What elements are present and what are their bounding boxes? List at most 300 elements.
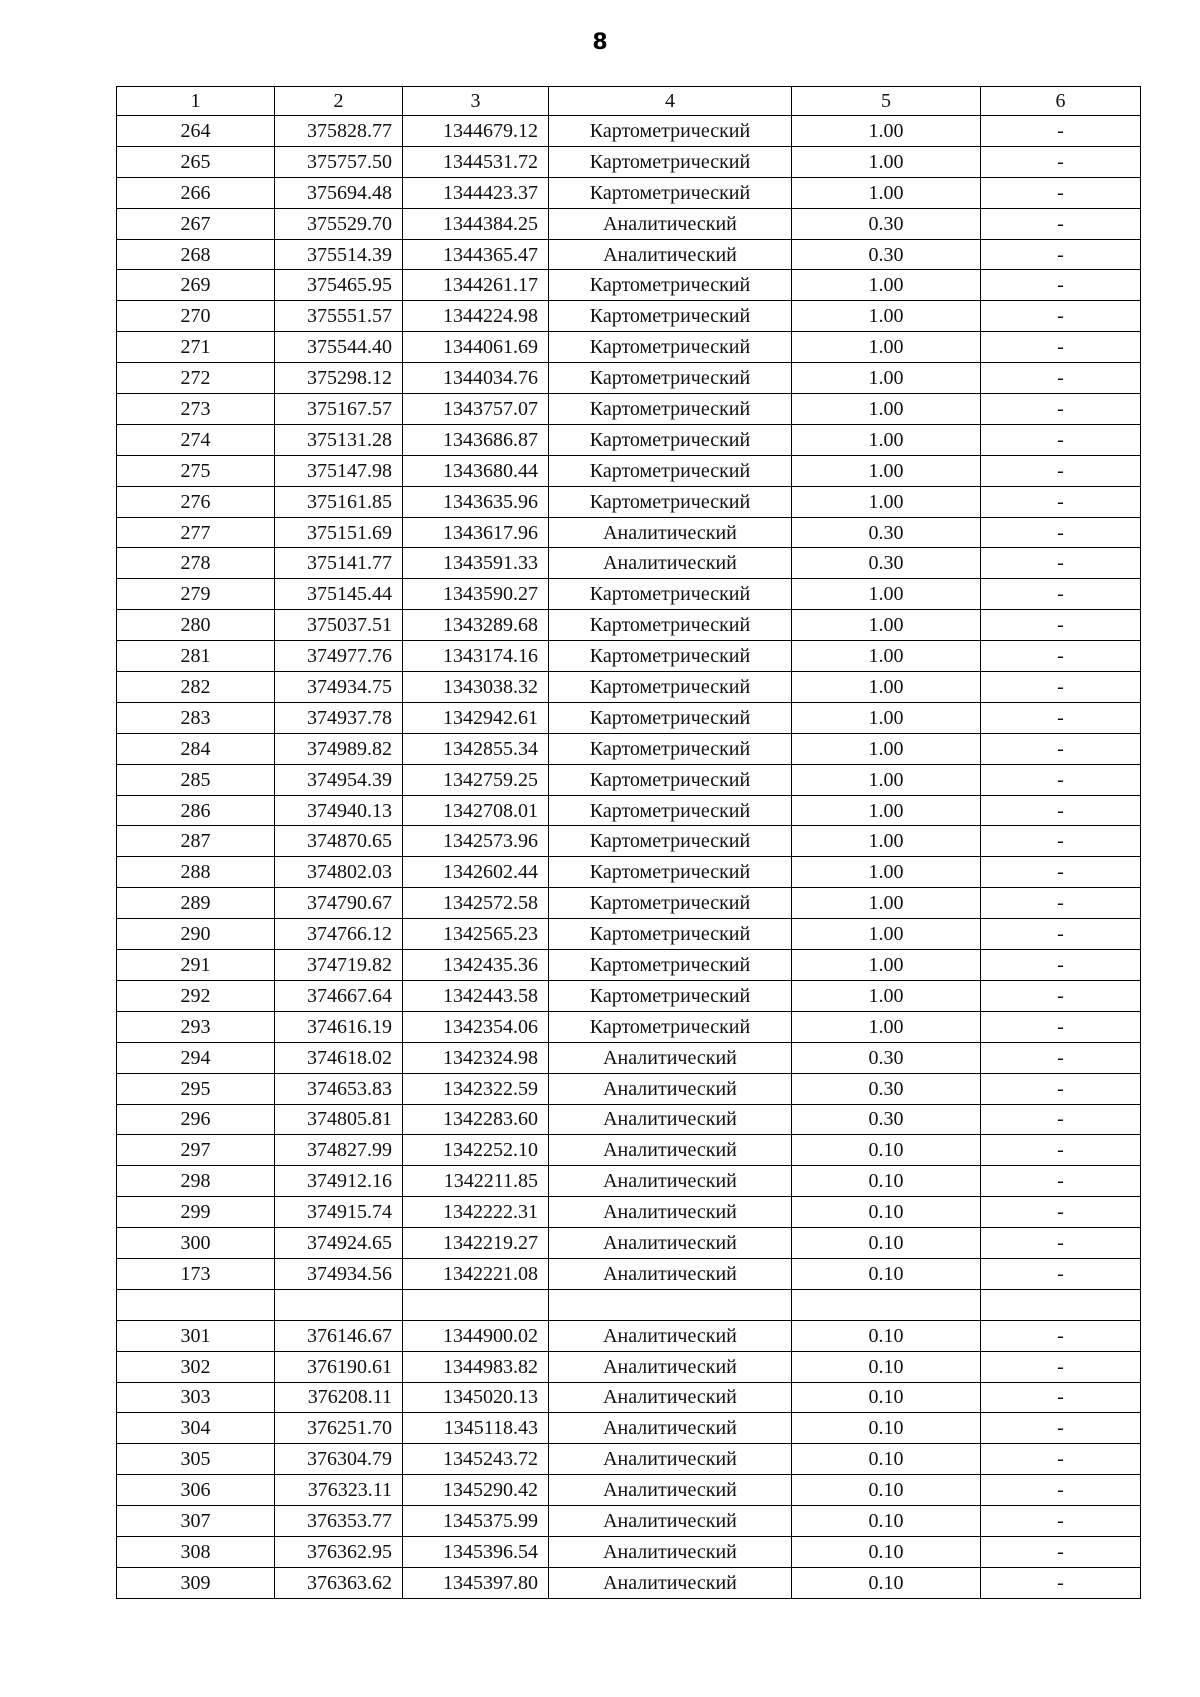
table-row bbox=[117, 764, 1141, 795]
x-coordinate-cell: 374989.82 bbox=[275, 733, 403, 764]
point-number-cell: 270 bbox=[117, 301, 275, 332]
accuracy-cell: 0.10 bbox=[792, 1567, 981, 1598]
accuracy-cell: 0.10 bbox=[792, 1258, 981, 1289]
accuracy-cell: 1.00 bbox=[792, 1011, 981, 1042]
note-cell: - bbox=[981, 672, 1141, 703]
table-row bbox=[117, 826, 1141, 857]
method-cell: Картометрический bbox=[549, 486, 792, 517]
x-coordinate-cell: 374924.65 bbox=[275, 1228, 403, 1259]
coordinates-table bbox=[116, 86, 1141, 1599]
y-coordinate-cell: 1342708.01 bbox=[403, 795, 549, 826]
y-coordinate-cell: 1342221.08 bbox=[403, 1258, 549, 1289]
point-number-cell: 300 bbox=[117, 1228, 275, 1259]
y-coordinate-cell: 1345020.13 bbox=[403, 1382, 549, 1413]
note-cell: - bbox=[981, 517, 1141, 548]
note-cell: - bbox=[981, 1073, 1141, 1104]
note-cell: - bbox=[981, 1011, 1141, 1042]
accuracy-cell: 1.00 bbox=[792, 980, 981, 1011]
accuracy-cell: 1.00 bbox=[792, 579, 981, 610]
note-cell: - bbox=[981, 1567, 1141, 1598]
y-coordinate-cell: 1343757.07 bbox=[403, 394, 549, 425]
x-coordinate-cell: 376190.61 bbox=[275, 1351, 403, 1382]
y-coordinate-cell: 1342565.23 bbox=[403, 919, 549, 950]
x-coordinate-cell: 375465.95 bbox=[275, 270, 403, 301]
method-cell: Аналитический bbox=[549, 1197, 792, 1228]
x-coordinate-cell: 376323.11 bbox=[275, 1475, 403, 1506]
accuracy-cell: 0.10 bbox=[792, 1413, 981, 1444]
method-cell: Аналитический bbox=[549, 1228, 792, 1259]
x-coordinate-cell: 376304.79 bbox=[275, 1444, 403, 1475]
table-row bbox=[117, 1351, 1141, 1382]
point-number-cell: 293 bbox=[117, 1011, 275, 1042]
method-cell: Картометрический bbox=[549, 177, 792, 208]
x-coordinate-cell: 375147.98 bbox=[275, 455, 403, 486]
table-row bbox=[117, 980, 1141, 1011]
note-cell: - bbox=[981, 1166, 1141, 1197]
y-coordinate-cell: 1343174.16 bbox=[403, 641, 549, 672]
page-number: 8 bbox=[592, 30, 608, 55]
point-number-cell: 274 bbox=[117, 424, 275, 455]
table-row bbox=[117, 146, 1141, 177]
table-row bbox=[117, 332, 1141, 363]
accuracy-cell: 1.00 bbox=[792, 332, 981, 363]
table-row bbox=[117, 795, 1141, 826]
y-coordinate-cell: 1343038.32 bbox=[403, 672, 549, 703]
point-number-cell: 291 bbox=[117, 950, 275, 981]
point-number-cell: 282 bbox=[117, 672, 275, 703]
point-number-cell: 301 bbox=[117, 1320, 275, 1351]
note-cell: - bbox=[981, 270, 1141, 301]
table-row bbox=[117, 1042, 1141, 1073]
method-cell: Аналитический bbox=[549, 1166, 792, 1197]
method-cell: Картометрический bbox=[549, 579, 792, 610]
table-row bbox=[117, 672, 1141, 703]
note-cell: - bbox=[981, 795, 1141, 826]
y-coordinate-cell: 1344384.25 bbox=[403, 208, 549, 239]
note-cell: - bbox=[981, 826, 1141, 857]
y-coordinate-cell: 1345243.72 bbox=[403, 1444, 549, 1475]
x-coordinate-cell bbox=[275, 1289, 403, 1320]
table-row bbox=[117, 486, 1141, 517]
x-coordinate-cell: 374977.76 bbox=[275, 641, 403, 672]
note-cell: - bbox=[981, 702, 1141, 733]
point-number-cell: 285 bbox=[117, 764, 275, 795]
accuracy-cell: 1.00 bbox=[792, 486, 981, 517]
method-cell: Картометрический bbox=[549, 332, 792, 363]
column-header: 4 bbox=[549, 87, 792, 116]
note-cell: - bbox=[981, 1197, 1141, 1228]
point-number-cell: 276 bbox=[117, 486, 275, 517]
accuracy-cell: 1.00 bbox=[792, 424, 981, 455]
point-number-cell: 308 bbox=[117, 1536, 275, 1567]
x-coordinate-cell: 374766.12 bbox=[275, 919, 403, 950]
method-cell: Картометрический bbox=[549, 733, 792, 764]
note-cell: - bbox=[981, 950, 1141, 981]
method-cell: Аналитический bbox=[549, 1475, 792, 1506]
accuracy-cell: 1.00 bbox=[792, 394, 981, 425]
table-row bbox=[117, 394, 1141, 425]
y-coordinate-cell bbox=[403, 1289, 549, 1320]
x-coordinate-cell: 376353.77 bbox=[275, 1506, 403, 1537]
table-row bbox=[117, 950, 1141, 981]
point-number-cell: 275 bbox=[117, 455, 275, 486]
y-coordinate-cell: 1344034.76 bbox=[403, 363, 549, 394]
accuracy-cell: 1.00 bbox=[792, 363, 981, 394]
note-cell: - bbox=[981, 239, 1141, 270]
accuracy-cell: 1.00 bbox=[792, 888, 981, 919]
accuracy-cell: 0.10 bbox=[792, 1536, 981, 1567]
x-coordinate-cell: 375131.28 bbox=[275, 424, 403, 455]
point-number-cell: 264 bbox=[117, 116, 275, 147]
method-cell: Аналитический bbox=[549, 1567, 792, 1598]
point-number-cell: 173 bbox=[117, 1258, 275, 1289]
x-coordinate-cell: 376208.11 bbox=[275, 1382, 403, 1413]
header-row bbox=[117, 87, 1141, 116]
method-cell: Аналитический bbox=[549, 1073, 792, 1104]
x-coordinate-cell: 375141.77 bbox=[275, 548, 403, 579]
table-header bbox=[117, 87, 1141, 116]
accuracy-cell: 0.10 bbox=[792, 1135, 981, 1166]
x-coordinate-cell: 375551.57 bbox=[275, 301, 403, 332]
point-number-cell: 305 bbox=[117, 1444, 275, 1475]
table-row bbox=[117, 1289, 1141, 1320]
point-number-cell: 283 bbox=[117, 702, 275, 733]
method-cell: Картометрический bbox=[549, 641, 792, 672]
x-coordinate-cell: 374934.75 bbox=[275, 672, 403, 703]
note-cell: - bbox=[981, 363, 1141, 394]
point-number-cell: 294 bbox=[117, 1042, 275, 1073]
accuracy-cell: 1.00 bbox=[792, 857, 981, 888]
table-row bbox=[117, 424, 1141, 455]
y-coordinate-cell: 1344365.47 bbox=[403, 239, 549, 270]
x-coordinate-cell: 374954.39 bbox=[275, 764, 403, 795]
accuracy-cell: 1.00 bbox=[792, 270, 981, 301]
method-cell: Картометрический bbox=[549, 826, 792, 857]
method-cell: Аналитический bbox=[549, 1320, 792, 1351]
y-coordinate-cell: 1343635.96 bbox=[403, 486, 549, 517]
note-cell: - bbox=[981, 177, 1141, 208]
note-cell: - bbox=[981, 1444, 1141, 1475]
note-cell bbox=[981, 1289, 1141, 1320]
x-coordinate-cell: 376146.67 bbox=[275, 1320, 403, 1351]
accuracy-cell: 0.10 bbox=[792, 1475, 981, 1506]
table-row bbox=[117, 1135, 1141, 1166]
accuracy-cell: 0.10 bbox=[792, 1197, 981, 1228]
table-row bbox=[117, 455, 1141, 486]
table-row bbox=[117, 1536, 1141, 1567]
accuracy-cell: 0.10 bbox=[792, 1166, 981, 1197]
point-number-cell: 281 bbox=[117, 641, 275, 672]
method-cell: Аналитический bbox=[549, 208, 792, 239]
y-coordinate-cell: 1344531.72 bbox=[403, 146, 549, 177]
point-number-cell: 284 bbox=[117, 733, 275, 764]
point-number-cell: 279 bbox=[117, 579, 275, 610]
y-coordinate-cell: 1343590.27 bbox=[403, 579, 549, 610]
point-number-cell: 307 bbox=[117, 1506, 275, 1537]
note-cell: - bbox=[981, 1135, 1141, 1166]
accuracy-cell: 1.00 bbox=[792, 301, 981, 332]
table-row bbox=[117, 239, 1141, 270]
accuracy-cell: 0.10 bbox=[792, 1382, 981, 1413]
x-coordinate-cell: 375167.57 bbox=[275, 394, 403, 425]
x-coordinate-cell: 375544.40 bbox=[275, 332, 403, 363]
y-coordinate-cell: 1344224.98 bbox=[403, 301, 549, 332]
x-coordinate-cell: 375151.69 bbox=[275, 517, 403, 548]
note-cell: - bbox=[981, 1536, 1141, 1567]
y-coordinate-cell: 1343686.87 bbox=[403, 424, 549, 455]
column-header: 1 bbox=[117, 87, 275, 116]
point-number-cell: 286 bbox=[117, 795, 275, 826]
accuracy-cell: 1.00 bbox=[792, 116, 981, 147]
method-cell: Картометрический bbox=[549, 764, 792, 795]
y-coordinate-cell: 1342602.44 bbox=[403, 857, 549, 888]
method-cell: Картометрический bbox=[549, 980, 792, 1011]
y-coordinate-cell: 1342855.34 bbox=[403, 733, 549, 764]
table-row bbox=[117, 1166, 1141, 1197]
note-cell: - bbox=[981, 486, 1141, 517]
x-coordinate-cell: 374653.83 bbox=[275, 1073, 403, 1104]
method-cell bbox=[549, 1289, 792, 1320]
y-coordinate-cell: 1342942.61 bbox=[403, 702, 549, 733]
accuracy-cell: 0.30 bbox=[792, 239, 981, 270]
note-cell: - bbox=[981, 394, 1141, 425]
accuracy-cell: 0.10 bbox=[792, 1351, 981, 1382]
accuracy-cell: 1.00 bbox=[792, 610, 981, 641]
y-coordinate-cell: 1342211.85 bbox=[403, 1166, 549, 1197]
table-row bbox=[117, 1475, 1141, 1506]
method-cell: Аналитический bbox=[549, 1104, 792, 1135]
point-number-cell: 303 bbox=[117, 1382, 275, 1413]
point-number-cell: 297 bbox=[117, 1135, 275, 1166]
table-row bbox=[117, 1258, 1141, 1289]
x-coordinate-cell: 374618.02 bbox=[275, 1042, 403, 1073]
note-cell: - bbox=[981, 146, 1141, 177]
accuracy-cell: 0.10 bbox=[792, 1506, 981, 1537]
method-cell: Картометрический bbox=[549, 950, 792, 981]
point-number-cell: 267 bbox=[117, 208, 275, 239]
note-cell: - bbox=[981, 116, 1141, 147]
note-cell: - bbox=[981, 641, 1141, 672]
accuracy-cell: 1.00 bbox=[792, 146, 981, 177]
method-cell: Картометрический bbox=[549, 919, 792, 950]
method-cell: Аналитический bbox=[549, 1351, 792, 1382]
method-cell: Картометрический bbox=[549, 301, 792, 332]
y-coordinate-cell: 1342222.31 bbox=[403, 1197, 549, 1228]
x-coordinate-cell: 374805.81 bbox=[275, 1104, 403, 1135]
x-coordinate-cell: 375529.70 bbox=[275, 208, 403, 239]
note-cell: - bbox=[981, 888, 1141, 919]
point-number-cell: 289 bbox=[117, 888, 275, 919]
point-number-cell: 269 bbox=[117, 270, 275, 301]
accuracy-cell: 0.30 bbox=[792, 548, 981, 579]
table-row bbox=[117, 702, 1141, 733]
x-coordinate-cell: 375161.85 bbox=[275, 486, 403, 517]
method-cell: Аналитический bbox=[549, 239, 792, 270]
method-cell: Аналитический bbox=[549, 517, 792, 548]
note-cell: - bbox=[981, 548, 1141, 579]
x-coordinate-cell: 374790.67 bbox=[275, 888, 403, 919]
column-header: 5 bbox=[792, 87, 981, 116]
x-coordinate-cell: 374827.99 bbox=[275, 1135, 403, 1166]
note-cell: - bbox=[981, 1413, 1141, 1444]
column-header: 3 bbox=[403, 87, 549, 116]
y-coordinate-cell: 1344061.69 bbox=[403, 332, 549, 363]
note-cell: - bbox=[981, 610, 1141, 641]
x-coordinate-cell: 376251.70 bbox=[275, 1413, 403, 1444]
note-cell: - bbox=[981, 1258, 1141, 1289]
table-row bbox=[117, 1104, 1141, 1135]
x-coordinate-cell: 374719.82 bbox=[275, 950, 403, 981]
point-number-cell: 287 bbox=[117, 826, 275, 857]
y-coordinate-cell: 1343680.44 bbox=[403, 455, 549, 486]
note-cell: - bbox=[981, 764, 1141, 795]
y-coordinate-cell: 1342324.98 bbox=[403, 1042, 549, 1073]
point-number-cell: 273 bbox=[117, 394, 275, 425]
note-cell: - bbox=[981, 1351, 1141, 1382]
method-cell: Картометрический bbox=[549, 672, 792, 703]
note-cell: - bbox=[981, 301, 1141, 332]
y-coordinate-cell: 1342219.27 bbox=[403, 1228, 549, 1259]
point-number-cell: 304 bbox=[117, 1413, 275, 1444]
table-row bbox=[117, 363, 1141, 394]
table-row bbox=[117, 270, 1141, 301]
method-cell: Картометрический bbox=[549, 857, 792, 888]
method-cell: Картометрический bbox=[549, 116, 792, 147]
y-coordinate-cell: 1344423.37 bbox=[403, 177, 549, 208]
point-number-cell: 302 bbox=[117, 1351, 275, 1382]
x-coordinate-cell: 375145.44 bbox=[275, 579, 403, 610]
accuracy-cell: 1.00 bbox=[792, 177, 981, 208]
accuracy-cell: 0.30 bbox=[792, 208, 981, 239]
y-coordinate-cell: 1345375.99 bbox=[403, 1506, 549, 1537]
accuracy-cell: 1.00 bbox=[792, 950, 981, 981]
method-cell: Аналитический bbox=[549, 548, 792, 579]
note-cell: - bbox=[981, 1104, 1141, 1135]
method-cell: Картометрический bbox=[549, 270, 792, 301]
accuracy-cell: 1.00 bbox=[792, 455, 981, 486]
point-number-cell: 306 bbox=[117, 1475, 275, 1506]
x-coordinate-cell: 374915.74 bbox=[275, 1197, 403, 1228]
point-number-cell: 268 bbox=[117, 239, 275, 270]
x-coordinate-cell: 374937.78 bbox=[275, 702, 403, 733]
accuracy-cell: 0.10 bbox=[792, 1228, 981, 1259]
x-coordinate-cell: 375037.51 bbox=[275, 610, 403, 641]
x-coordinate-cell: 374802.03 bbox=[275, 857, 403, 888]
y-coordinate-cell: 1342573.96 bbox=[403, 826, 549, 857]
table-row bbox=[117, 919, 1141, 950]
point-number-cell: 271 bbox=[117, 332, 275, 363]
note-cell: - bbox=[981, 1506, 1141, 1537]
x-coordinate-cell: 374912.16 bbox=[275, 1166, 403, 1197]
note-cell: - bbox=[981, 208, 1141, 239]
x-coordinate-cell: 374616.19 bbox=[275, 1011, 403, 1042]
y-coordinate-cell: 1344679.12 bbox=[403, 116, 549, 147]
method-cell: Аналитический bbox=[549, 1135, 792, 1166]
method-cell: Аналитический bbox=[549, 1258, 792, 1289]
x-coordinate-cell: 375514.39 bbox=[275, 239, 403, 270]
x-coordinate-cell: 375694.48 bbox=[275, 177, 403, 208]
method-cell: Картометрический bbox=[549, 424, 792, 455]
note-cell: - bbox=[981, 1228, 1141, 1259]
y-coordinate-cell: 1342252.10 bbox=[403, 1135, 549, 1166]
point-number-cell: 265 bbox=[117, 146, 275, 177]
y-coordinate-cell: 1344983.82 bbox=[403, 1351, 549, 1382]
x-coordinate-cell: 374667.64 bbox=[275, 980, 403, 1011]
note-cell: - bbox=[981, 1042, 1141, 1073]
accuracy-cell: 1.00 bbox=[792, 795, 981, 826]
x-coordinate-cell: 375828.77 bbox=[275, 116, 403, 147]
accuracy-cell: 1.00 bbox=[792, 672, 981, 703]
accuracy-cell: 1.00 bbox=[792, 826, 981, 857]
point-number-cell: 288 bbox=[117, 857, 275, 888]
point-number-cell: 277 bbox=[117, 517, 275, 548]
accuracy-cell: 0.30 bbox=[792, 1104, 981, 1135]
table-body bbox=[117, 116, 1141, 1599]
point-number-cell: 266 bbox=[117, 177, 275, 208]
x-coordinate-cell: 374870.65 bbox=[275, 826, 403, 857]
accuracy-cell: 1.00 bbox=[792, 919, 981, 950]
table-row bbox=[117, 1567, 1141, 1598]
y-coordinate-cell: 1342322.59 bbox=[403, 1073, 549, 1104]
method-cell: Аналитический bbox=[549, 1413, 792, 1444]
accuracy-cell: 0.10 bbox=[792, 1444, 981, 1475]
table-row bbox=[117, 1011, 1141, 1042]
method-cell: Картометрический bbox=[549, 795, 792, 826]
point-number-cell: 296 bbox=[117, 1104, 275, 1135]
y-coordinate-cell: 1343591.33 bbox=[403, 548, 549, 579]
point-number-cell: 278 bbox=[117, 548, 275, 579]
column-header: 2 bbox=[275, 87, 403, 116]
x-coordinate-cell: 374934.56 bbox=[275, 1258, 403, 1289]
table-row bbox=[117, 1444, 1141, 1475]
y-coordinate-cell: 1342435.36 bbox=[403, 950, 549, 981]
y-coordinate-cell: 1342572.58 bbox=[403, 888, 549, 919]
table-row bbox=[117, 177, 1141, 208]
method-cell: Аналитический bbox=[549, 1506, 792, 1537]
note-cell: - bbox=[981, 857, 1141, 888]
note-cell: - bbox=[981, 1382, 1141, 1413]
table-row bbox=[117, 1073, 1141, 1104]
table-row bbox=[117, 579, 1141, 610]
accuracy-cell: 1.00 bbox=[792, 764, 981, 795]
table-row bbox=[117, 517, 1141, 548]
y-coordinate-cell: 1345396.54 bbox=[403, 1536, 549, 1567]
method-cell: Картометрический bbox=[549, 702, 792, 733]
method-cell: Аналитический bbox=[549, 1382, 792, 1413]
note-cell: - bbox=[981, 424, 1141, 455]
table-row bbox=[117, 1197, 1141, 1228]
note-cell: - bbox=[981, 1320, 1141, 1351]
table-row bbox=[117, 733, 1141, 764]
point-number-cell: 272 bbox=[117, 363, 275, 394]
table-row bbox=[117, 1382, 1141, 1413]
table-row bbox=[117, 888, 1141, 919]
accuracy-cell: 0.30 bbox=[792, 517, 981, 548]
accuracy-cell: 1.00 bbox=[792, 641, 981, 672]
x-coordinate-cell: 376363.62 bbox=[275, 1567, 403, 1598]
note-cell: - bbox=[981, 332, 1141, 363]
x-coordinate-cell: 376362.95 bbox=[275, 1536, 403, 1567]
method-cell: Картометрический bbox=[549, 888, 792, 919]
note-cell: - bbox=[981, 980, 1141, 1011]
table-row bbox=[117, 1506, 1141, 1537]
table-row bbox=[117, 208, 1141, 239]
method-cell: Картометрический bbox=[549, 1011, 792, 1042]
point-number-cell: 280 bbox=[117, 610, 275, 641]
accuracy-cell: 0.30 bbox=[792, 1073, 981, 1104]
table-row bbox=[117, 857, 1141, 888]
table-row bbox=[117, 548, 1141, 579]
